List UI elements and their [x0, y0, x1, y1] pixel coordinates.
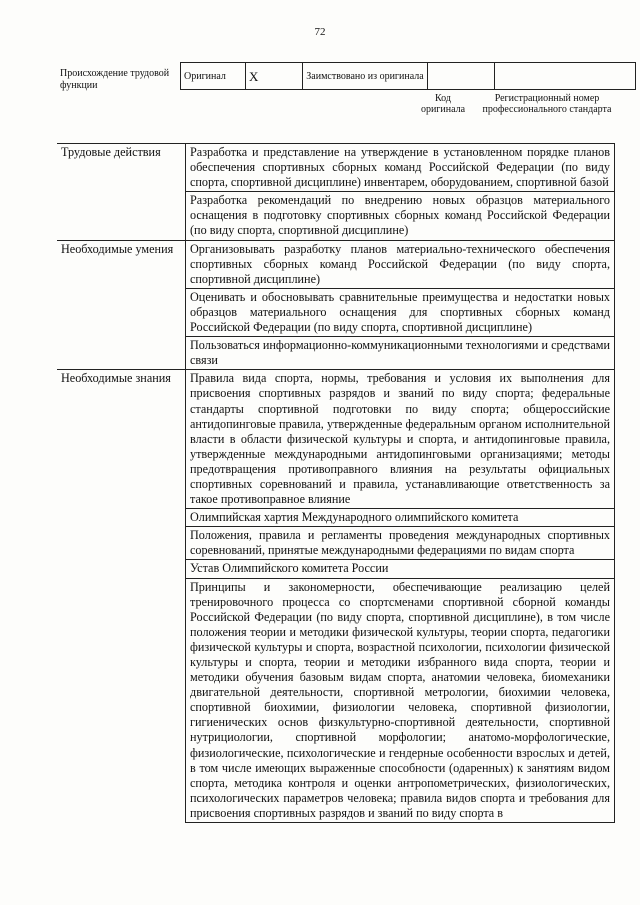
functions-table [57, 143, 615, 823]
original-code-cell [428, 63, 495, 90]
section-label: Необходимые знания [57, 370, 186, 823]
registration-number-cell [495, 63, 636, 90]
code-caption: Код оригинала [420, 93, 466, 115]
section-item: Принципы и закономерности, обеспечивающие реализацию целей тренировочного процесса со спортсменами спортивной сборной команды Российской Федерации (по виду спорта, спортивной дисциплине), в том числе положения теории и методики физической культуры, теории спорта, педагогики физической культуры и спорта, возрастной психологии, психологии физической культуры и спорта, теории и методики избранного вида спорта, теории и методики обучения базовым видам спорта, анатомии человека, биомеханики двигательной деятельности, спортивной метрологии, биохимии человека, спортивной биохимии, физиологии человека, спортивной физиологии, гигиенических основ физкультурно-спортивной деятельности, спортивной нутрициологии, спортивной морфологии; анатомо-морфологические, физиологические, психологические и гендерные особенности взрослых и детей, в том числе имеющих выраженные способности (одаренных) к занятиям видом спорта, методика контроля и оценки антропометрических, физиологических, психологических параметров человека; правила видов спорта и требования для присвоения спортивных разрядов и званий по виду спорта в [186, 578, 615, 823]
table-row [57, 144, 615, 192]
origin-table [180, 62, 636, 90]
borrowed-label: Заимствовано из оригинала [303, 63, 428, 90]
original-mark: X [246, 63, 303, 90]
section-item: Правила вида спорта, нормы, требования и условия их выполнения для присвоения спортивных разрядов и званий по виду спорта; федеральные стандарты спортивной подготовки по виду спорта; общероссийские антидопинговые правила, утвержденные федеральным органом исполнительной власти в области физической культуры и спорта, и антидопинговые правила, утвержденные международными антидопинговыми организациями; методы предотвращения противоправного влияния на результаты официальных спортивных соревнований и правила, устанавливающие ответственность за такое противоправное влияние [186, 370, 615, 509]
section-label: Необходимые умения [57, 240, 186, 370]
registration-caption: Регистрационный номер профессионального стандарта [482, 93, 612, 115]
section-item: Устав Олимпийского комитета России [186, 560, 615, 578]
section-item: Разработка и представление на утверждение в установленном порядке планов обеспечения спортивных сборных команд Российской Федерации (по виду спорта, спортивной дисциплине) инвентарем, оборудованием, спортивной базой [186, 144, 615, 192]
section-item: Пользоваться информационно-коммуникационными технологиями и средствами связи [186, 337, 615, 370]
section-item: Организовывать разработку планов материально-технического обеспечения спортивных сборных команд Российской Федерации (по виду спорта, спортивной дисциплине) [186, 240, 615, 288]
section-item: Олимпийская хартия Международного олимпийского комитета [186, 509, 615, 527]
section-item: Положения, правила и регламенты проведения международных спортивных соревнований, принятые международными федерациями по видам спорта [186, 527, 615, 560]
section-item: Оценивать и обосновывать сравнительные преимущества и недостатки новых образцов материального оснащения для спортивных сборных команд Российской Федерации (по виду спорта, спортивной дисциплине) [186, 288, 615, 336]
origin-label: Происхождение трудовой функции [60, 68, 170, 91]
section-item: Разработка рекомендаций по внедрению новых образцов материального оснащения в подготовку спортивных сборных команд Российской Федерации (по виду спорта, спортивной дисциплине) [186, 192, 615, 240]
page-number: 72 [314, 26, 326, 38]
table-row [57, 370, 615, 509]
section-label: Трудовые действия [57, 144, 186, 241]
original-label: Оригинал [181, 63, 246, 90]
table-row [57, 240, 615, 288]
